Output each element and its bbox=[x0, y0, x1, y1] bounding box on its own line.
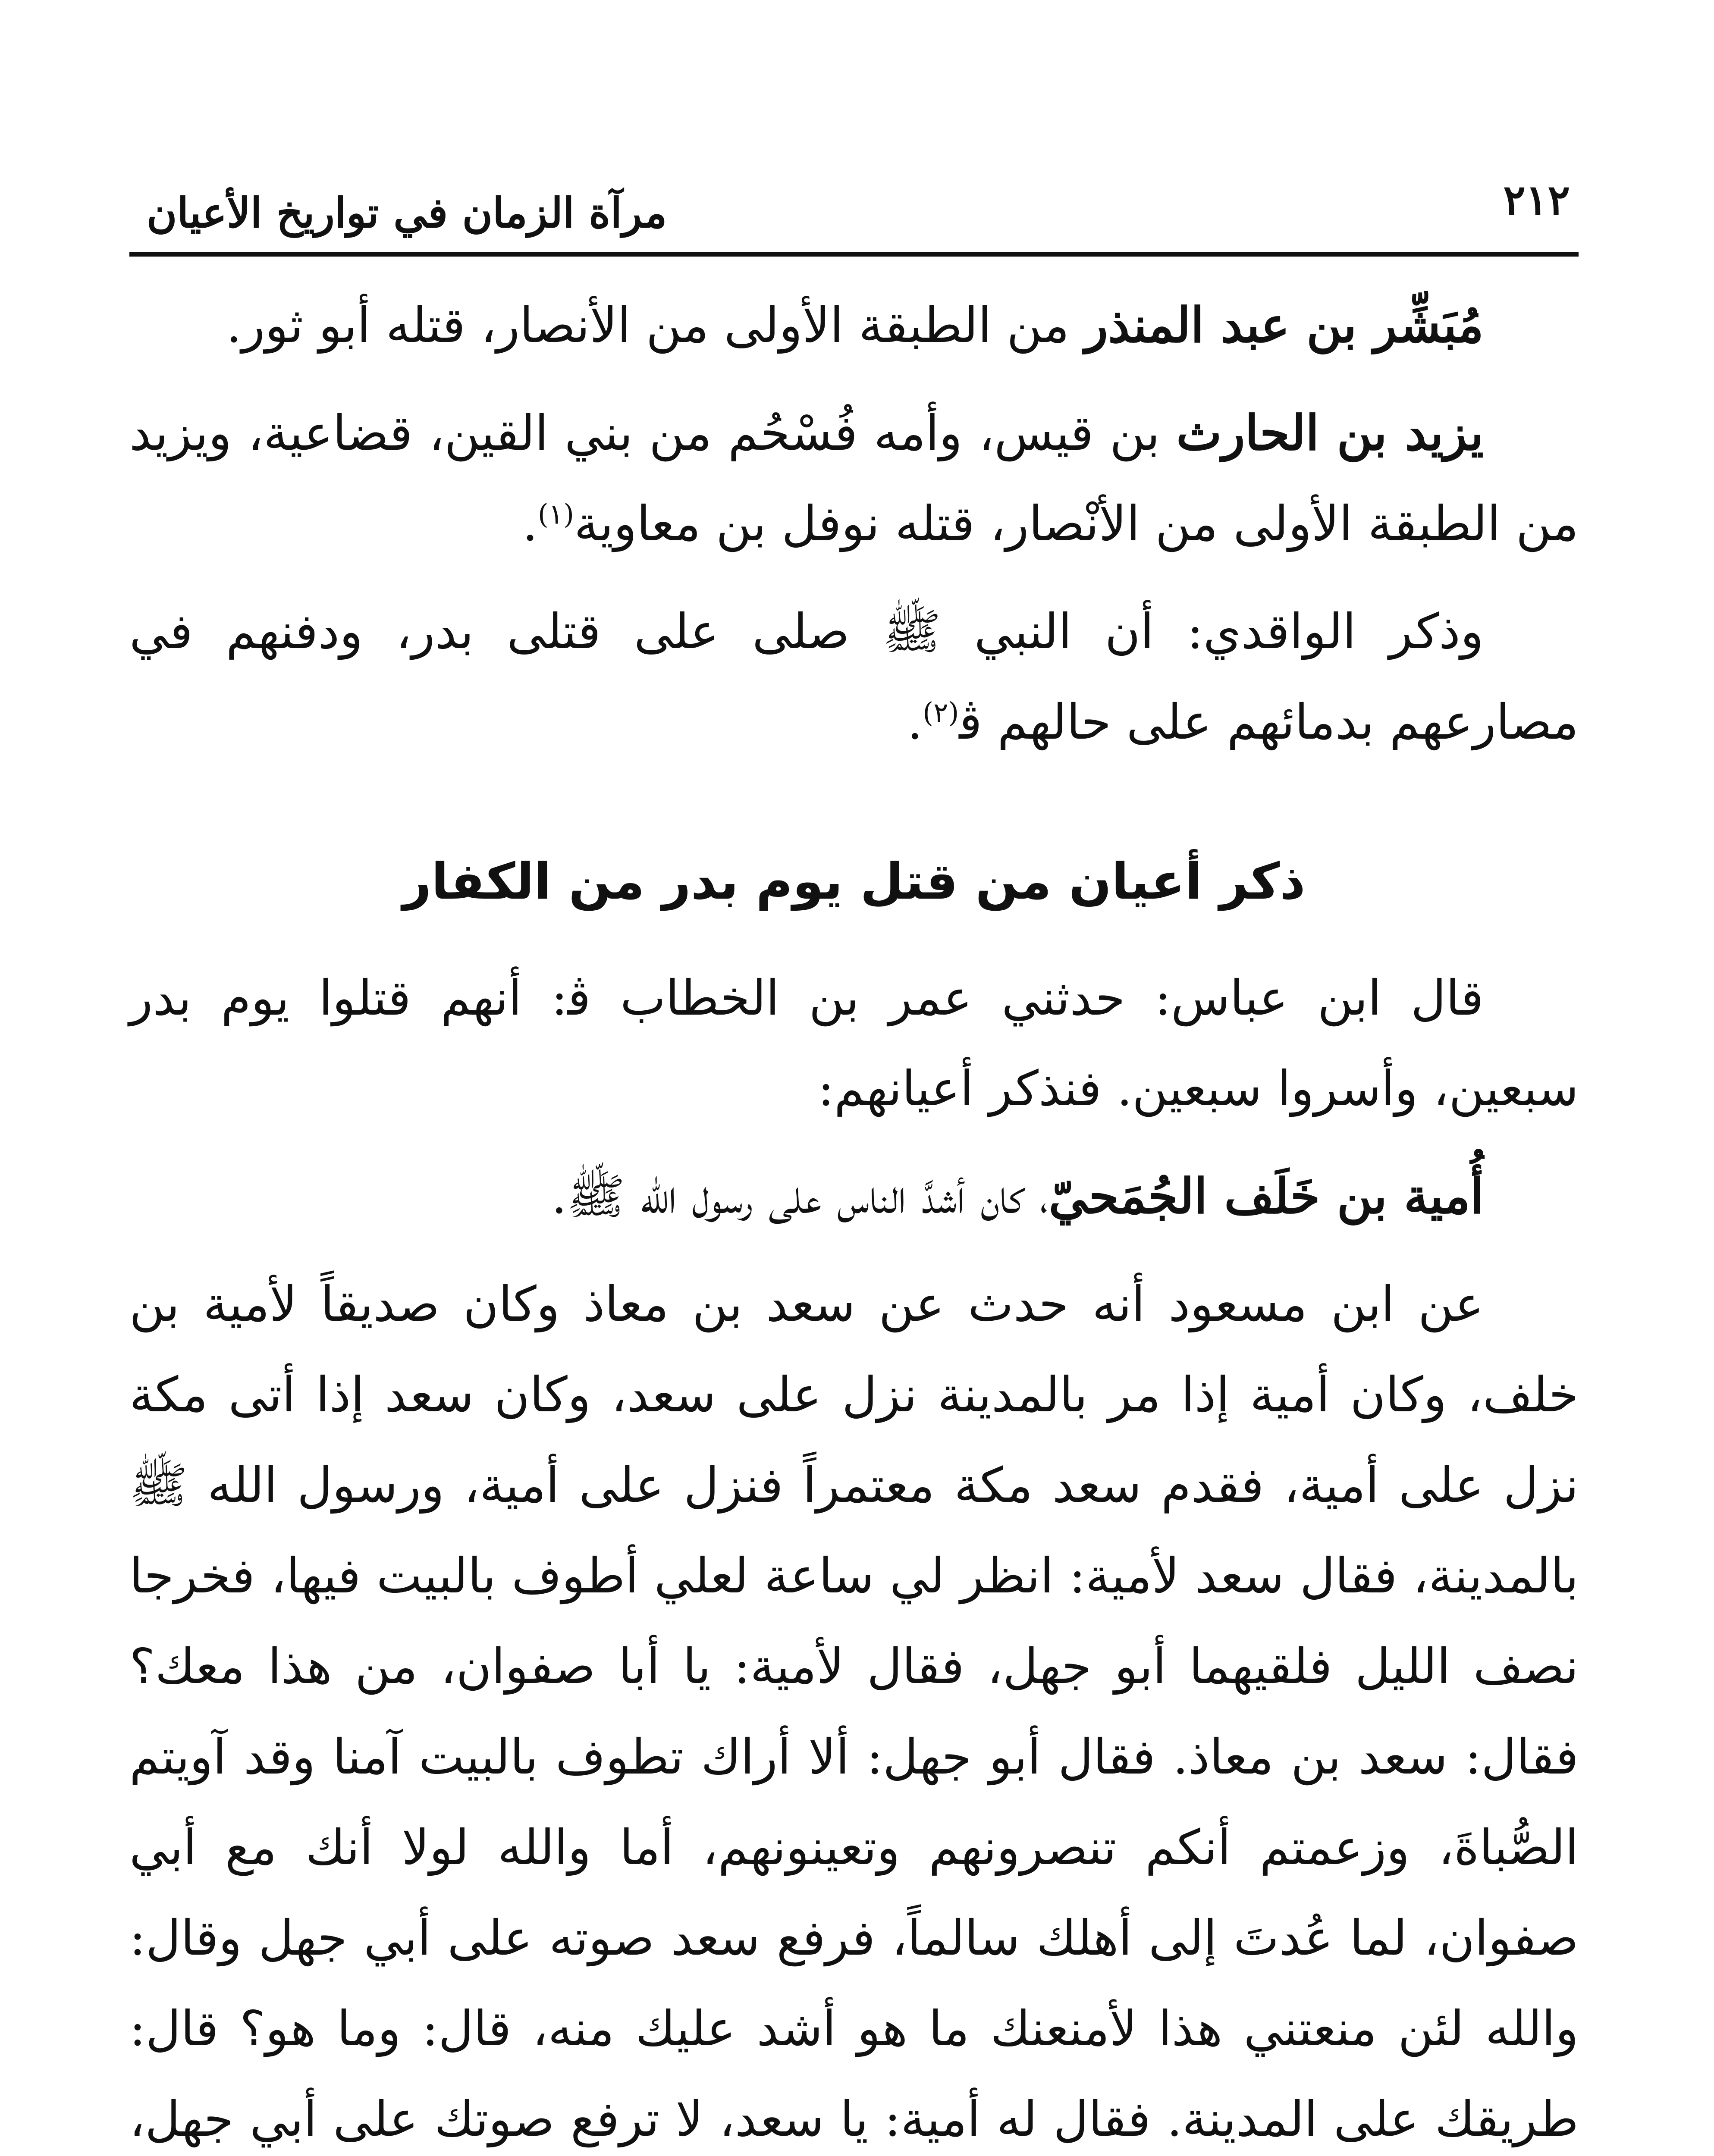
page-number: ٢١٢ bbox=[1503, 175, 1570, 224]
page-header bbox=[129, 155, 1579, 250]
paragraph-end: . bbox=[907, 694, 923, 750]
paragraph-text: ، كان أشدَّ الناس على رسول الله ﷺ. bbox=[551, 1169, 1049, 1225]
paragraph-ibn-masud bbox=[129, 1259, 1579, 2156]
person-name: مُبَشِّر بن عبد المنذر bbox=[1085, 297, 1484, 354]
person-name: أُمية بن خَلَف الجُمَحيّ bbox=[1048, 1168, 1484, 1225]
paragraph-mubashshir bbox=[129, 280, 1579, 371]
person-name: يزيد بن الحارث bbox=[1176, 405, 1484, 461]
paragraph-text: وذكر الواقدي: أن النبي ﷺ صلى على قتلى بدر، ودفنهم في مصارعهم بدمائهم على حالهم ﭬ bbox=[129, 604, 1579, 750]
paragraph-text: قال ابن عباس: حدثني عمر بن الخطاب ﭬ: أنهم قتلوا يوم بدر سبعين، وأسروا سبعين. فنذكر أعيانهم: bbox=[129, 970, 1579, 1117]
paragraph-yazid bbox=[129, 388, 1579, 569]
section-heading: ذكر أعيان من قتل يوم بدر من الكفار bbox=[402, 852, 1306, 911]
paragraph-waqidi bbox=[129, 586, 1579, 768]
header-rule bbox=[129, 252, 1579, 257]
paragraph-text: من الطبقة الأولى من الأنصار، قتله أبو ثور. bbox=[226, 298, 1085, 354]
footnote-ref[interactable]: (٢) bbox=[923, 697, 959, 729]
paragraph-text: عن ابن مسعود أنه حدث عن سعد بن معاذ وكان صديقاً لأمية بن خلف، وكان أمية إذا مر بالمدينة نزل على سعد، وكان سعد إذا أتى مكة نزل على أمية، فقدم سعد مكة معتمراً فنزل على أمية، ورسول الله ﷺ بالمدينة، فقال سعد لأمية: انظر لي ساعة لعلي أطوف بالبيت فيها، فخرجا نصف الليل فلقيهما أبو جهل، فقال لأمية: يا أبا صفوان، من هذا معك؟ فقال: سعد بن معاذ. فقال أبو جهل: ألا أراك تطوف بالبيت آمنا وقد آويتم الصُّباةَ، وزعمتم أنكم تنصرونهم وتعينونهم، أما والله لولا أنك مع أبي صفوان، لما عُدتَ إلى أهلك سالماً، فرفع سعد صوته على أبي جهل وقال: والله لئن منعتني هذا لأمنعنك ما هو أشد عليك منه، قال: وما هو؟ قال: طريقك على المدينة. فقال له أمية: يا سعد، لا ترفع صوتك على أبي جهل، bbox=[129, 1276, 1579, 2147]
main-text bbox=[129, 280, 1579, 2156]
footnote-ref[interactable]: (١) bbox=[537, 498, 574, 531]
paragraph-umayya bbox=[129, 1151, 1579, 1242]
paragraph-ibn-abbas bbox=[129, 953, 1579, 1134]
paragraph-text: بن قيس، وأمه فُسْحُم من بني القين، قضاعية، ويزيد من الطبقة الأولى من الأنْصار، قتله نوفل بن معاوية bbox=[129, 405, 1579, 552]
paragraph-end: . bbox=[522, 496, 538, 552]
running-title: مرآة الزمان في تواريخ الأعيان bbox=[147, 188, 667, 237]
